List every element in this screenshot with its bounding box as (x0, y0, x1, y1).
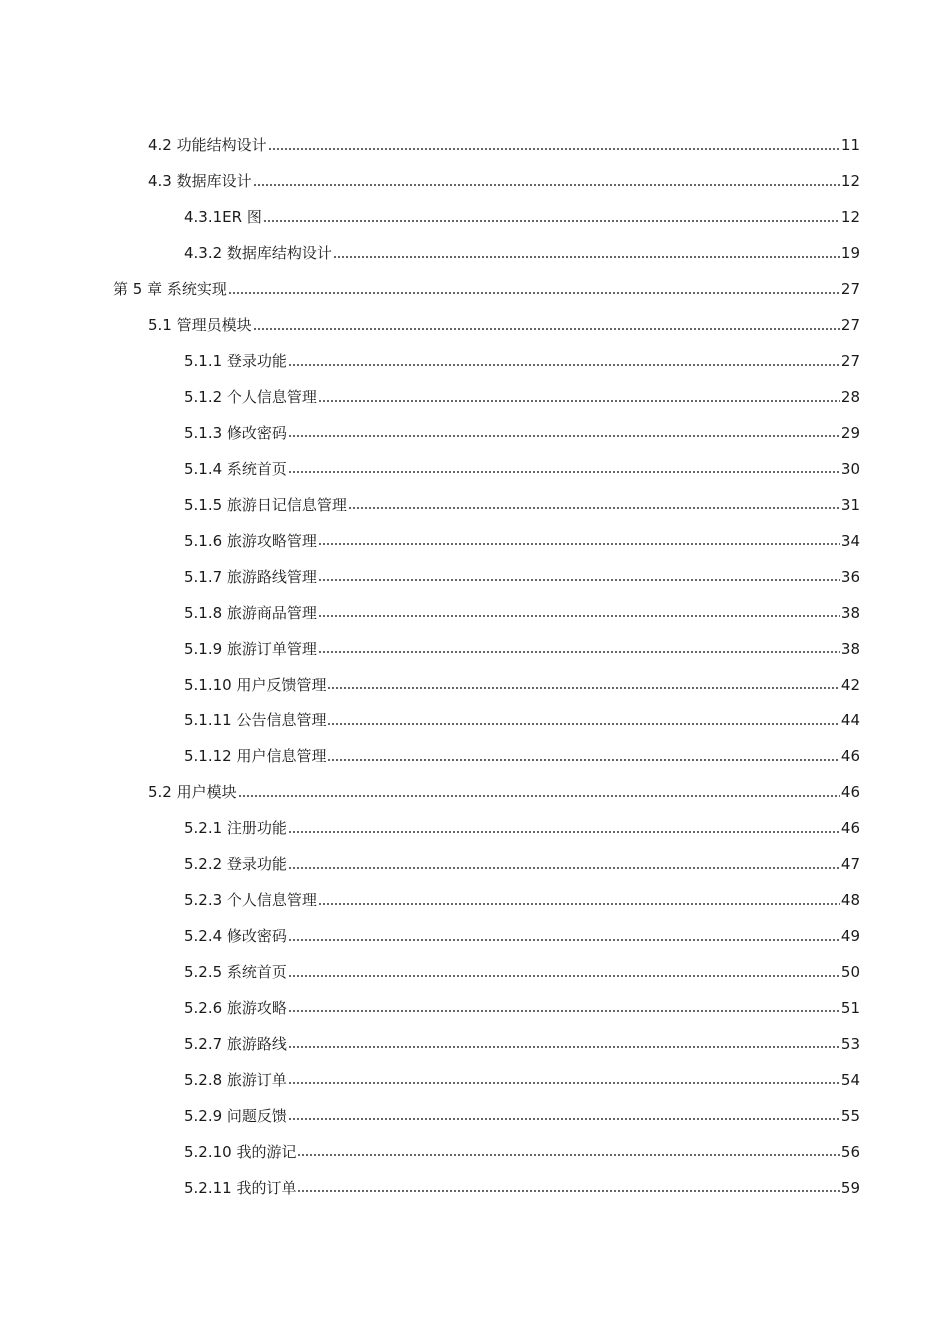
toc-row (0, 308, 950, 344)
toc-row (0, 1170, 950, 1206)
toc-entry-link[interactable] (184, 487, 860, 523)
toc-entry-link[interactable] (148, 164, 860, 200)
toc-page-number: 30 (840, 459, 860, 478)
toc-dot-leader (297, 1154, 839, 1156)
toc-entry-link[interactable] (184, 1134, 860, 1170)
toc-entry-link[interactable] (184, 955, 860, 991)
toc-page-number: 27 (840, 352, 860, 371)
toc-entry-title: 5.2.6 旅游攻略 (184, 998, 287, 1017)
toc-row (0, 739, 950, 775)
toc-row (0, 1026, 950, 1062)
toc-entry-title: 5.1.3 修改密码 (184, 423, 287, 442)
toc-entry-link[interactable] (184, 1062, 860, 1098)
toc-row (0, 919, 950, 955)
toc-entry-title: 5.2.9 问题反馈 (184, 1106, 287, 1125)
toc-entry-title: 5.1.6 旅游攻略管理 (184, 531, 317, 550)
toc-page-number: 47 (840, 855, 860, 874)
toc-dot-leader (318, 400, 840, 402)
toc-page-number: 53 (840, 1034, 860, 1053)
toc-entry-link[interactable] (184, 451, 860, 487)
toc-row (0, 559, 950, 595)
toc-entry-link[interactable] (184, 919, 860, 955)
toc-dot-leader (288, 1118, 840, 1120)
toc-dot-leader (253, 328, 840, 330)
toc-dot-leader (268, 148, 840, 150)
toc-entry-title: 5.1.5 旅游日记信息管理 (184, 495, 347, 514)
toc-page-number: 42 (840, 675, 860, 694)
toc-entry-link[interactable] (184, 523, 860, 559)
toc-page-number: 46 (840, 819, 860, 838)
toc-dot-leader (288, 1046, 840, 1048)
toc-entry-title: 5.2.7 旅游路线 (184, 1034, 287, 1053)
toc-dot-leader (327, 759, 839, 761)
toc-entry-title: 4.3 数据库设计 (148, 172, 252, 191)
toc-entry-link[interactable] (184, 1026, 860, 1062)
toc-row (0, 703, 950, 739)
toc-dot-leader (348, 507, 840, 509)
toc-entry-title: 5.2.1 注册功能 (184, 819, 287, 838)
toc-entry-title: 5.1.7 旅游路线管理 (184, 567, 317, 586)
toc-row (0, 272, 950, 308)
toc-dot-leader (288, 831, 840, 833)
toc-row (0, 1098, 950, 1134)
toc-page-number: 12 (840, 208, 860, 227)
toc-entry-link[interactable] (184, 380, 860, 416)
toc-row (0, 380, 950, 416)
toc-entry-title: 5.2.3 个人信息管理 (184, 891, 317, 910)
toc-row (0, 416, 950, 452)
toc-entry-title: 5.2.10 我的游记 (184, 1142, 297, 1161)
toc-page-number: 46 (840, 783, 860, 802)
toc-dot-leader (318, 903, 840, 905)
toc-entry-link[interactable] (184, 416, 860, 452)
toc-page-number: 31 (840, 495, 860, 514)
toc-entry-title: 5.1 管理员模块 (148, 316, 252, 335)
toc-entry-title: 5.1.2 个人信息管理 (184, 388, 317, 407)
toc-page-number: 51 (840, 998, 860, 1017)
toc-dot-leader (288, 867, 840, 869)
toc-page-number: 28 (840, 388, 860, 407)
table-of-contents (0, 128, 950, 1206)
toc-entry-title: 4.3.1ER 图 (184, 208, 262, 227)
toc-dot-leader (238, 795, 840, 797)
toc-entry-link[interactable] (184, 200, 860, 236)
toc-row (0, 595, 950, 631)
toc-page-number: 59 (840, 1178, 860, 1197)
toc-entry-link[interactable] (148, 128, 860, 164)
toc-page-number: 34 (840, 531, 860, 550)
toc-page-number: 27 (840, 280, 860, 299)
toc-row (0, 1062, 950, 1098)
toc-entry-link[interactable] (184, 631, 860, 667)
toc-row (0, 667, 950, 703)
toc-entry-title: 5.2.5 系统首页 (184, 963, 287, 982)
toc-entry-title: 5.2.11 我的订单 (184, 1178, 297, 1197)
toc-entry-link[interactable] (184, 847, 860, 883)
toc-entry-link[interactable] (184, 236, 860, 272)
toc-entry-link[interactable] (184, 811, 860, 847)
toc-dot-leader (228, 292, 840, 294)
toc-entry-link[interactable] (184, 991, 860, 1027)
toc-dot-leader (288, 939, 840, 941)
toc-row (0, 128, 950, 164)
toc-page-number: 55 (840, 1106, 860, 1125)
toc-entry-title: 5.2 用户模块 (148, 783, 237, 802)
toc-entry-title: 5.1.9 旅游订单管理 (184, 639, 317, 658)
toc-dot-leader (288, 435, 840, 437)
toc-entry-title: 4.3.2 数据库结构设计 (184, 244, 332, 263)
toc-row (0, 631, 950, 667)
toc-entry-link[interactable] (148, 308, 860, 344)
toc-entry-title: 5.1.8 旅游商品管理 (184, 603, 317, 622)
toc-row (0, 775, 950, 811)
toc-entry-title: 5.1.12 用户信息管理 (184, 747, 327, 766)
toc-entry-title: 第 5 章 系统实现 (113, 280, 227, 299)
toc-row (0, 955, 950, 991)
toc-dot-leader (318, 651, 840, 653)
toc-page-number: 36 (840, 567, 860, 586)
toc-row (0, 847, 950, 883)
toc-row (0, 200, 950, 236)
toc-entry-title: 5.1.11 公告信息管理 (184, 711, 327, 730)
toc-entry-link[interactable] (148, 775, 860, 811)
toc-entry-link[interactable] (184, 1098, 860, 1134)
toc-page-number: 49 (840, 927, 860, 946)
toc-dot-leader (253, 184, 840, 186)
toc-entry-link[interactable] (184, 1170, 860, 1206)
toc-dot-leader (327, 723, 839, 725)
toc-row (0, 883, 950, 919)
toc-row (0, 523, 950, 559)
toc-page-number: 27 (840, 316, 860, 335)
toc-page-number: 19 (840, 244, 860, 263)
toc-entry-link[interactable] (184, 595, 860, 631)
toc-dot-leader (288, 1010, 840, 1012)
toc-entry-title: 5.1.10 用户反馈管理 (184, 675, 327, 694)
toc-entry-title: 4.2 功能结构设计 (148, 136, 267, 155)
toc-row (0, 344, 950, 380)
toc-dot-leader (318, 579, 840, 581)
toc-entry-link[interactable] (184, 667, 860, 703)
toc-dot-leader (288, 364, 840, 366)
toc-dot-leader (318, 543, 840, 545)
toc-row (0, 1134, 950, 1170)
toc-row (0, 811, 950, 847)
toc-entry-link[interactable] (184, 883, 860, 919)
toc-row (0, 164, 950, 200)
toc-page-number: 38 (840, 603, 860, 622)
toc-dot-leader (318, 615, 840, 617)
toc-dot-leader (263, 220, 840, 222)
toc-page-number: 12 (840, 172, 860, 191)
toc-row (0, 991, 950, 1027)
toc-dot-leader (297, 1190, 839, 1192)
toc-dot-leader (288, 471, 840, 473)
toc-row (0, 236, 950, 272)
toc-page-number: 46 (840, 747, 860, 766)
toc-dot-leader (327, 687, 839, 689)
toc-page-number: 29 (840, 423, 860, 442)
toc-entry-title: 5.2.8 旅游订单 (184, 1070, 287, 1089)
toc-page-number: 48 (840, 891, 860, 910)
toc-entry-link[interactable] (184, 559, 860, 595)
toc-dot-leader (333, 256, 840, 258)
toc-entry-link[interactable] (184, 739, 860, 775)
toc-page-number: 56 (840, 1142, 860, 1161)
toc-entry-title: 5.1.4 系统首页 (184, 459, 287, 478)
toc-page-number: 54 (840, 1070, 860, 1089)
toc-entry-link[interactable] (184, 344, 860, 380)
toc-page-number: 38 (840, 639, 860, 658)
toc-dot-leader (288, 975, 840, 977)
toc-entry-link[interactable] (184, 703, 860, 739)
toc-page-number: 11 (840, 136, 860, 155)
toc-page-number: 50 (840, 963, 860, 982)
toc-entry-title: 5.2.4 修改密码 (184, 927, 287, 946)
toc-dot-leader (288, 1082, 840, 1084)
toc-row (0, 451, 950, 487)
toc-entry-title: 5.2.2 登录功能 (184, 855, 287, 874)
toc-page-number: 44 (840, 711, 860, 730)
toc-row (0, 487, 950, 523)
toc-entry-link[interactable] (113, 272, 860, 308)
toc-entry-title: 5.1.1 登录功能 (184, 352, 287, 371)
